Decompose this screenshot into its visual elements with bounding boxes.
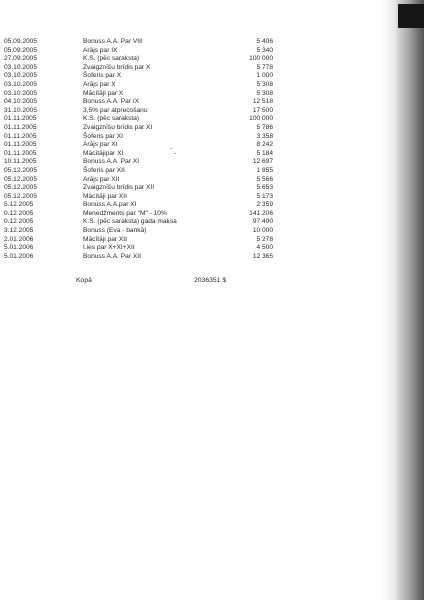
row-date: 27.09.2005 [4, 55, 38, 63]
row-description: 3,5% par atpreċošanu [83, 106, 148, 114]
row-amount: 5 340 [256, 46, 273, 54]
row-amount: 100 000 [249, 115, 273, 123]
ledger-row [0, 253, 380, 262]
row-amount: 4 500 [256, 244, 273, 252]
row-date: 05.12.2005 [4, 175, 38, 183]
row-description: K.S. (pēc saraksta) [83, 55, 140, 63]
row-description: Arājs par XI [83, 141, 118, 149]
row-date: 04.10.2005 [4, 98, 38, 106]
ledger-row [0, 47, 380, 56]
scan-speck [170, 148, 172, 149]
row-description: Bonuss A.A. Par XI [83, 158, 140, 166]
row-date: 01.11.2005 [4, 149, 37, 157]
row-amount: 8 242 [256, 141, 273, 149]
row-date: 01.11.2005 [4, 123, 37, 131]
row-description: Mācītāji par XII [83, 192, 127, 200]
row-description: K.S. (pēc saraksta) [83, 115, 140, 123]
row-amount: 5 308 [256, 80, 273, 88]
ledger-row [0, 133, 380, 142]
row-description: Bonuss A.A.par XI [83, 201, 137, 209]
row-description: Zvaigznīšu brīdis par XI [83, 123, 153, 131]
scan-speck [174, 153, 176, 154]
row-date: 05.09.2005 [4, 46, 38, 54]
ledger-row [0, 201, 380, 210]
row-date: 03.10.2005 [4, 72, 38, 80]
row-date: 3.12.2005 [4, 227, 34, 235]
row-amount: 17 500 [252, 106, 273, 114]
row-date: 05.12.2005 [4, 184, 38, 192]
row-date: 0.12.2005 [4, 218, 34, 226]
row-amount: 5 308 [256, 89, 273, 97]
row-amount: 5 653 [256, 184, 273, 192]
row-description: Zvaigznīšu brīdis par X [83, 63, 151, 71]
row-date: 5.01.2006 [4, 252, 34, 260]
row-description: Arājs par X [83, 80, 116, 88]
row-date: 5.12.2005 [4, 201, 34, 209]
row-amount: 12 518 [252, 98, 273, 106]
row-amount: 5 406 [256, 38, 273, 45]
row-description: Bonuss A.A. Par XII [83, 252, 141, 260]
row-description: Zvaigznīšu brīdis par XII [83, 184, 155, 192]
ledger-row [0, 184, 380, 193]
row-date: 5.01.2006 [4, 244, 34, 252]
row-date: 03.10.2005 [4, 89, 38, 97]
ledger-row [0, 150, 380, 159]
row-amount: 5 566 [256, 175, 273, 183]
row-description: Arājs par IX [83, 46, 118, 54]
ledger-table [0, 38, 380, 261]
ledger-row [0, 81, 380, 90]
row-amount: 2 359 [256, 201, 273, 209]
row-description: Šoferis par XII [83, 166, 125, 174]
row-date: 01.11.2005 [4, 132, 37, 140]
row-amount: 12 365 [252, 252, 273, 260]
row-date: 2.01.2006 [4, 235, 34, 243]
ledger-row [0, 227, 380, 236]
row-description: Šoferis par X [83, 72, 122, 80]
row-amount: 5 786 [256, 123, 273, 131]
ledger-row [0, 176, 380, 185]
row-date: 31.10.2005 [4, 106, 38, 114]
row-description: Mācītājipar XI [83, 149, 124, 157]
row-amount: 5 278 [256, 235, 273, 243]
row-amount: 5 184 [256, 149, 273, 157]
ledger-row [0, 193, 380, 202]
row-amount: 3 358 [256, 132, 273, 140]
ledger-row [0, 158, 380, 167]
ledger-row [0, 210, 380, 219]
row-description: Bonuss (Eva - bankā) [83, 227, 147, 235]
row-date: 05.09.2005 [4, 38, 38, 45]
scan-edge-strip [396, 0, 424, 600]
row-description: K.S. (pēc saraksta) gada maksa [83, 218, 177, 226]
row-description: Mācītāji par XII [83, 235, 127, 243]
row-description: Arājs par XII [83, 175, 120, 183]
ledger-row [0, 236, 380, 245]
ledger-row [0, 64, 380, 73]
row-amount: 12 697 [252, 158, 273, 166]
ledger-row [0, 141, 380, 150]
ledger-row [0, 218, 380, 227]
ledger-row [0, 244, 380, 253]
ledger-row [0, 115, 380, 124]
row-date: 01.11.2005 [4, 115, 37, 123]
ledger-row [0, 124, 380, 133]
row-date: 03.10.2005 [4, 80, 38, 88]
row-date: 05.12.2005 [4, 166, 38, 174]
total-label: Kopā [76, 277, 92, 284]
ledger-row [0, 107, 380, 116]
row-amount: 1 000 [256, 72, 273, 80]
row-description: I.ies par X+XI+XII [83, 244, 135, 252]
ledger-row [0, 55, 380, 64]
row-amount: 1 855 [256, 166, 273, 174]
row-description: Bonuss A.A. Par IX [83, 98, 140, 106]
row-description: Menedžments par "M" - 10% [83, 209, 167, 217]
row-amount: 97 400 [252, 218, 273, 226]
ledger-row [0, 72, 380, 81]
row-amount: 141 206 [249, 209, 273, 217]
row-description: Mācītāji par X [83, 89, 124, 97]
ledger-row [0, 38, 380, 47]
row-date: 10.11.2005 [4, 158, 37, 166]
ledger-row [0, 90, 380, 99]
row-amount: 5 778 [256, 63, 273, 71]
total-value: 2036351 $ [194, 277, 227, 284]
row-date: 05.12.2005 [4, 192, 38, 200]
ledger-row [0, 167, 380, 176]
row-date: 0.12.2005 [4, 209, 34, 217]
total-row [0, 276, 380, 286]
row-date: 01.11.2005 [4, 141, 37, 149]
scan-corner-mark [398, 4, 424, 28]
row-description: Bonuss A.A. Par VIII [83, 38, 143, 45]
row-amount: 100 000 [249, 55, 273, 63]
ledger-row [0, 98, 380, 107]
row-description: Šoferis par XI [83, 132, 123, 140]
row-amount: 5 173 [256, 192, 273, 200]
row-amount: 10 000 [252, 227, 273, 235]
row-date: 03.10.2005 [4, 63, 38, 71]
